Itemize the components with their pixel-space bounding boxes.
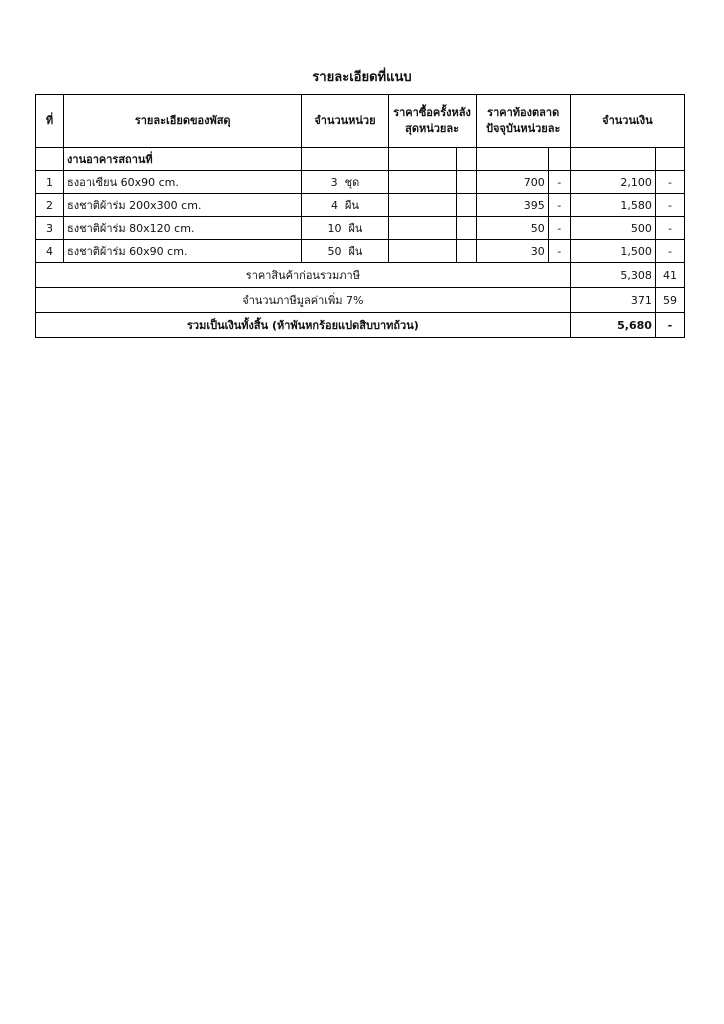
row-detail: ธงชาติผ้าร่ม 200x300 cm. xyxy=(64,194,302,217)
row-qty: 50 ผืน xyxy=(302,240,388,263)
row-market-satang: - xyxy=(548,194,570,217)
group-row xyxy=(36,148,685,171)
row-amount-baht: 500 xyxy=(570,217,655,240)
total-baht: 5,680 xyxy=(570,313,655,338)
header-amount: จำนวนเงิน xyxy=(570,95,684,148)
table-row xyxy=(36,240,685,263)
row-amount-satang: - xyxy=(655,217,684,240)
row-detail: ธงอาเซียน 60x90 cm. xyxy=(64,171,302,194)
row-market-baht: 50 xyxy=(476,217,548,240)
row-amount-satang: - xyxy=(655,240,684,263)
row-amount-satang: - xyxy=(655,194,684,217)
header-detail: รายละเอียดของพัสดุ xyxy=(64,95,302,148)
subtotal-baht: 5,308 xyxy=(570,263,655,288)
table-row xyxy=(36,217,685,240)
total-row xyxy=(36,313,685,338)
row-detail: ธงชาติผ้าร่ม 60x90 cm. xyxy=(64,240,302,263)
row-amount-baht: 2,100 xyxy=(570,171,655,194)
subtotal-row xyxy=(36,263,685,288)
row-detail: ธงชาติผ้าร่ม 80x120 cm. xyxy=(64,217,302,240)
table-header-row xyxy=(36,95,685,148)
total-satang: - xyxy=(655,313,684,338)
header-last-price: ราคาซื้อครั้งหลังสุดหน่วยละ xyxy=(388,95,476,148)
document-title: รายละเอียดที่แนบ xyxy=(312,70,412,85)
row-no: 1 xyxy=(36,171,64,194)
vat-label: จำนวนภาษีมูลค่าเพิ่ม 7% xyxy=(36,288,571,313)
table-row xyxy=(36,171,685,194)
total-label: รวมเป็นเงินทั้งสิ้น (ห้าพันหกร้อยแปดสิบบาทถ้วน) xyxy=(36,313,571,338)
row-market-baht: 30 xyxy=(476,240,548,263)
header-no: ที่ xyxy=(36,95,64,148)
row-no: 4 xyxy=(36,240,64,263)
row-amount-baht: 1,580 xyxy=(570,194,655,217)
row-market-baht: 700 xyxy=(476,171,548,194)
items-table xyxy=(35,94,685,338)
vat-satang: 59 xyxy=(655,288,684,313)
vat-baht: 371 xyxy=(570,288,655,313)
row-no: 2 xyxy=(36,194,64,217)
header-market-price: ราคาท้องตลาดปัจจุบันหน่วยละ xyxy=(476,95,570,148)
header-qty: จำนวนหน่วย xyxy=(302,95,388,148)
row-qty: 4 ผืน xyxy=(302,194,388,217)
row-market-satang: - xyxy=(548,240,570,263)
row-market-baht: 395 xyxy=(476,194,548,217)
row-qty: 3 ชุด xyxy=(302,171,388,194)
subtotal-label: ราคาสินค้าก่อนรวมภาษี xyxy=(36,263,571,288)
table-row xyxy=(36,194,685,217)
subtotal-satang: 41 xyxy=(655,263,684,288)
row-amount-satang: - xyxy=(655,171,684,194)
row-amount-baht: 1,500 xyxy=(570,240,655,263)
row-qty: 10 ผืน xyxy=(302,217,388,240)
row-no: 3 xyxy=(36,217,64,240)
row-market-satang: - xyxy=(548,171,570,194)
row-market-satang: - xyxy=(548,217,570,240)
vat-row xyxy=(36,288,685,313)
group-label: งานอาคารสถานที่ xyxy=(64,148,302,171)
